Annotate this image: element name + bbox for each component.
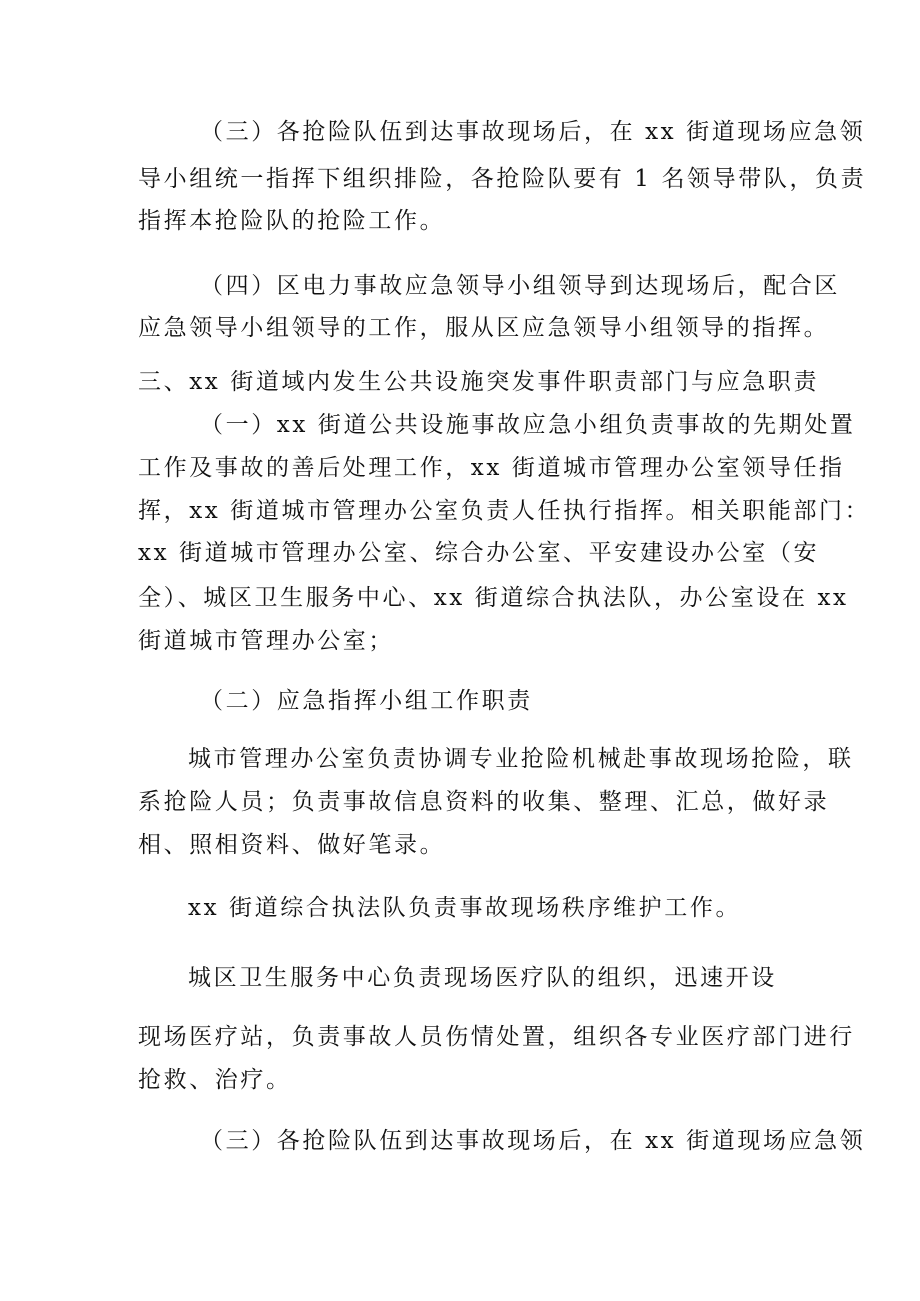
text-line: 系抢险人员；负责事故信息资料的收集、整理、汇总，做好录 bbox=[138, 789, 830, 815]
text-line: xx 街道综合执法队负责事故现场秩序维护工作。 bbox=[188, 895, 742, 921]
text-line: 工作及事故的善后处理工作，xx 街道城市管理办公室领导任指 bbox=[138, 455, 845, 481]
text-line: 抢救、治疗。 bbox=[138, 1067, 292, 1093]
text-line: （一）xx 街道公共设施事故应急小组负责事故的先期处置 bbox=[200, 412, 856, 438]
section-heading: 三、xx 街道域内发生公共设施突发事件职责部门与应急职责 bbox=[138, 369, 820, 395]
text-line: xx 街道城市管理办公室、综合办公室、平安建设办公室（安 bbox=[138, 540, 820, 566]
text-line: 应急领导小组领导的工作，服从区应急领导小组领导的指挥。 bbox=[138, 315, 830, 341]
text-line: 挥，xx 街道城市管理办公室负责人任执行指挥。相关职能部门： bbox=[138, 498, 871, 524]
text-line: （四）区电力事故应急领导小组领导到达现场后，配合区 bbox=[200, 273, 840, 299]
text-line: 相、照相资料、做好笔录。 bbox=[138, 832, 446, 858]
text-line: 城区卫生服务中心负责现场医疗队的组织，迅速开设 bbox=[188, 965, 777, 991]
text-line: 现场医疗站，负责事故人员伤情处置，组织各专业医疗部门进行 bbox=[138, 1024, 855, 1050]
text-line: 街道城市管理办公室； bbox=[138, 628, 394, 654]
text-line: 导小组统一指挥下组织排险，各抢险队要有 1 名领导带队，负责 bbox=[138, 166, 867, 192]
text-line: 指挥本抢险队的抢险工作。 bbox=[138, 208, 446, 234]
text-line: 城市管理办公室负责协调专业抢险机械赴事故现场抢险，联 bbox=[188, 746, 854, 772]
text-line: （三）各抢险队伍到达事故现场后，在 xx 街道现场应急领 bbox=[200, 119, 866, 145]
subsection-heading: （二）应急指挥小组工作职责 bbox=[200, 688, 533, 714]
text-line: 全）、城区卫生服务中心、xx 街道综合执法队，办公室设在 xx bbox=[138, 585, 849, 611]
text-line: （三）各抢险队伍到达事故现场后，在 xx 街道现场应急领 bbox=[200, 1128, 866, 1154]
